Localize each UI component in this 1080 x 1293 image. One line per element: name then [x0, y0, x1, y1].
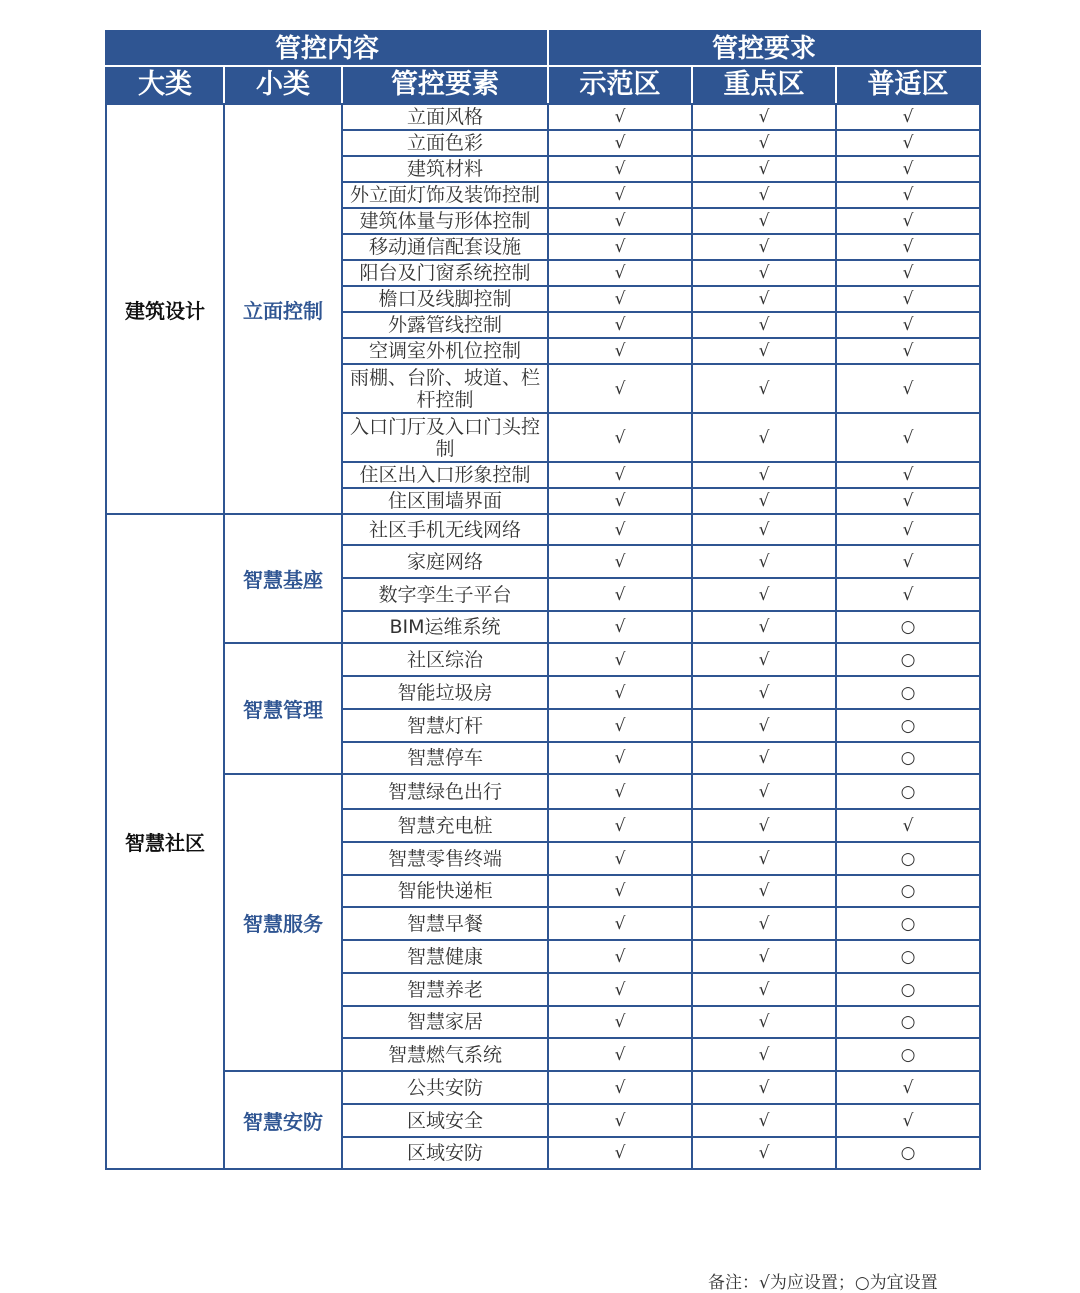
- element-cell: 住区围墙界面: [342, 488, 548, 514]
- header-group-content: 管控内容: [106, 31, 548, 66]
- header-col-general-zone: 普适区: [836, 66, 980, 104]
- general-zone-mark: ○: [836, 774, 980, 809]
- key-zone-mark: √: [692, 286, 836, 312]
- demo-zone-mark: √: [548, 676, 692, 709]
- demo-zone-mark: √: [548, 742, 692, 774]
- general-zone-mark: √: [836, 1104, 980, 1137]
- demo-zone-mark: √: [548, 156, 692, 182]
- key-zone-mark: √: [692, 488, 836, 514]
- key-zone-mark: √: [692, 578, 836, 611]
- key-zone-mark: √: [692, 182, 836, 208]
- demo-zone-mark: √: [548, 1006, 692, 1038]
- key-zone-mark: √: [692, 1006, 836, 1038]
- key-zone-mark: √: [692, 514, 836, 545]
- general-zone-mark: √: [836, 182, 980, 208]
- header-col-element: 管控要素: [342, 66, 548, 104]
- demo-zone-mark: √: [548, 104, 692, 130]
- general-zone-mark: ○: [836, 875, 980, 907]
- demo-zone-mark: √: [548, 488, 692, 514]
- key-zone-mark: √: [692, 611, 836, 643]
- element-cell: 智能快递柜: [342, 875, 548, 907]
- demo-zone-mark: √: [548, 130, 692, 156]
- general-zone-mark: √: [836, 488, 980, 514]
- element-cell: 智慧家居: [342, 1006, 548, 1038]
- demo-zone-mark: √: [548, 1137, 692, 1169]
- general-zone-mark: √: [836, 234, 980, 260]
- table-header: [106, 31, 980, 104]
- demo-zone-mark: √: [548, 462, 692, 488]
- general-zone-mark: ○: [836, 1137, 980, 1169]
- element-cell: 檐口及线脚控制: [342, 286, 548, 312]
- general-zone-mark: ○: [836, 1006, 980, 1038]
- element-cell: 数字孪生子平台: [342, 578, 548, 611]
- demo-zone-mark: √: [548, 338, 692, 364]
- header-col-key-zone: 重点区: [692, 66, 836, 104]
- general-zone-mark: √: [836, 809, 980, 842]
- general-zone-mark: √: [836, 130, 980, 156]
- demo-zone-mark: √: [548, 545, 692, 578]
- element-cell: 立面风格: [342, 104, 548, 130]
- key-zone-mark: √: [692, 260, 836, 286]
- demo-zone-mark: √: [548, 842, 692, 875]
- general-zone-mark: ○: [836, 973, 980, 1006]
- key-zone-mark: √: [692, 676, 836, 709]
- element-cell: 智慧燃气系统: [342, 1038, 548, 1071]
- demo-zone-mark: √: [548, 413, 692, 462]
- key-zone-mark: √: [692, 1137, 836, 1169]
- key-zone-mark: √: [692, 338, 836, 364]
- subcategory-cell: 智慧安防: [224, 1071, 342, 1169]
- general-zone-mark: √: [836, 338, 980, 364]
- demo-zone-mark: √: [548, 514, 692, 545]
- footnote: 备注：√为应设置；○为宜设置: [708, 1273, 938, 1293]
- element-cell: 智慧停车: [342, 742, 548, 774]
- element-cell: 雨棚、台阶、坡道、栏杆控制: [342, 364, 548, 413]
- key-zone-mark: √: [692, 104, 836, 130]
- table-row: [106, 774, 980, 809]
- header-col-category: 大类: [106, 66, 224, 104]
- key-zone-mark: √: [692, 774, 836, 809]
- general-zone-mark: ○: [836, 940, 980, 973]
- element-cell: 家庭网络: [342, 545, 548, 578]
- header-group-requirements: 管控要求: [548, 31, 980, 66]
- general-zone-mark: ○: [836, 643, 980, 676]
- element-cell: 空调室外机位控制: [342, 338, 548, 364]
- element-cell: 智慧灯杆: [342, 709, 548, 742]
- element-cell: 立面色彩: [342, 130, 548, 156]
- key-zone-mark: √: [692, 875, 836, 907]
- demo-zone-mark: √: [548, 1038, 692, 1071]
- general-zone-mark: √: [836, 462, 980, 488]
- demo-zone-mark: √: [548, 234, 692, 260]
- element-cell: 区域安防: [342, 1137, 548, 1169]
- key-zone-mark: √: [692, 1104, 836, 1137]
- subcategory-cell: 智慧服务: [224, 774, 342, 1071]
- key-zone-mark: √: [692, 842, 836, 875]
- general-zone-mark: √: [836, 514, 980, 545]
- demo-zone-mark: √: [548, 875, 692, 907]
- key-zone-mark: √: [692, 907, 836, 940]
- key-zone-mark: √: [692, 312, 836, 338]
- key-zone-mark: √: [692, 364, 836, 413]
- demo-zone-mark: √: [548, 774, 692, 809]
- subcategory-cell: 立面控制: [224, 104, 342, 514]
- key-zone-mark: √: [692, 940, 836, 973]
- key-zone-mark: √: [692, 413, 836, 462]
- element-cell: 智慧健康: [342, 940, 548, 973]
- subcategory-cell: 智慧管理: [224, 643, 342, 774]
- general-zone-mark: √: [836, 286, 980, 312]
- element-cell: 区域安全: [342, 1104, 548, 1137]
- element-cell: 外露管线控制: [342, 312, 548, 338]
- key-zone-mark: √: [692, 1071, 836, 1104]
- demo-zone-mark: √: [548, 907, 692, 940]
- general-zone-mark: ○: [836, 611, 980, 643]
- demo-zone-mark: √: [548, 940, 692, 973]
- demo-zone-mark: √: [548, 643, 692, 676]
- general-zone-mark: √: [836, 156, 980, 182]
- element-cell: 公共安防: [342, 1071, 548, 1104]
- element-cell: 建筑体量与形体控制: [342, 208, 548, 234]
- general-zone-mark: ○: [836, 1038, 980, 1071]
- element-cell: 建筑材料: [342, 156, 548, 182]
- header-col-demo-zone: 示范区: [548, 66, 692, 104]
- table-row: [106, 643, 980, 676]
- general-zone-mark: √: [836, 312, 980, 338]
- table-row: [106, 104, 980, 130]
- element-cell: 智慧绿色出行: [342, 774, 548, 809]
- table-row: [106, 514, 980, 545]
- demo-zone-mark: √: [548, 578, 692, 611]
- demo-zone-mark: √: [548, 260, 692, 286]
- header-col-subcategory: 小类: [224, 66, 342, 104]
- demo-zone-mark: √: [548, 809, 692, 842]
- table-body: [106, 104, 980, 1169]
- element-cell: 住区出入口形象控制: [342, 462, 548, 488]
- key-zone-mark: √: [692, 234, 836, 260]
- element-cell: 社区综治: [342, 643, 548, 676]
- key-zone-mark: √: [692, 709, 836, 742]
- element-cell: BIM运维系统: [342, 611, 548, 643]
- demo-zone-mark: √: [548, 364, 692, 413]
- element-cell: 社区手机无线网络: [342, 514, 548, 545]
- key-zone-mark: √: [692, 973, 836, 1006]
- general-zone-mark: ○: [836, 907, 980, 940]
- general-zone-mark: √: [836, 104, 980, 130]
- element-cell: 智慧养老: [342, 973, 548, 1006]
- general-zone-mark: ○: [836, 709, 980, 742]
- general-zone-mark: ○: [836, 842, 980, 875]
- element-cell: 智慧零售终端: [342, 842, 548, 875]
- demo-zone-mark: √: [548, 1104, 692, 1137]
- general-zone-mark: √: [836, 1071, 980, 1104]
- general-zone-mark: √: [836, 578, 980, 611]
- element-cell: 移动通信配套设施: [342, 234, 548, 260]
- demo-zone-mark: √: [548, 182, 692, 208]
- general-zone-mark: √: [836, 545, 980, 578]
- general-zone-mark: ○: [836, 742, 980, 774]
- key-zone-mark: √: [692, 1038, 836, 1071]
- key-zone-mark: √: [692, 643, 836, 676]
- key-zone-mark: √: [692, 809, 836, 842]
- table-row: [106, 1071, 980, 1104]
- demo-zone-mark: √: [548, 312, 692, 338]
- demo-zone-mark: √: [548, 208, 692, 234]
- general-zone-mark: √: [836, 260, 980, 286]
- element-cell: 外立面灯饰及装饰控制: [342, 182, 548, 208]
- demo-zone-mark: √: [548, 973, 692, 1006]
- category-cell: 建筑设计: [106, 104, 224, 514]
- general-zone-mark: √: [836, 413, 980, 462]
- demo-zone-mark: √: [548, 286, 692, 312]
- demo-zone-mark: √: [548, 611, 692, 643]
- element-cell: 阳台及门窗系统控制: [342, 260, 548, 286]
- element-cell: 智能垃圾房: [342, 676, 548, 709]
- key-zone-mark: √: [692, 156, 836, 182]
- key-zone-mark: √: [692, 462, 836, 488]
- element-cell: 智慧早餐: [342, 907, 548, 940]
- demo-zone-mark: √: [548, 1071, 692, 1104]
- category-cell: 智慧社区: [106, 514, 224, 1169]
- general-zone-mark: √: [836, 364, 980, 413]
- key-zone-mark: √: [692, 545, 836, 578]
- control-requirements-table: [105, 30, 981, 1170]
- general-zone-mark: ○: [836, 676, 980, 709]
- key-zone-mark: √: [692, 742, 836, 774]
- subcategory-cell: 智慧基座: [224, 514, 342, 643]
- element-cell: 入口门厅及入口门头控制: [342, 413, 548, 462]
- demo-zone-mark: √: [548, 709, 692, 742]
- element-cell: 智慧充电桩: [342, 809, 548, 842]
- key-zone-mark: √: [692, 130, 836, 156]
- general-zone-mark: √: [836, 208, 980, 234]
- key-zone-mark: √: [692, 208, 836, 234]
